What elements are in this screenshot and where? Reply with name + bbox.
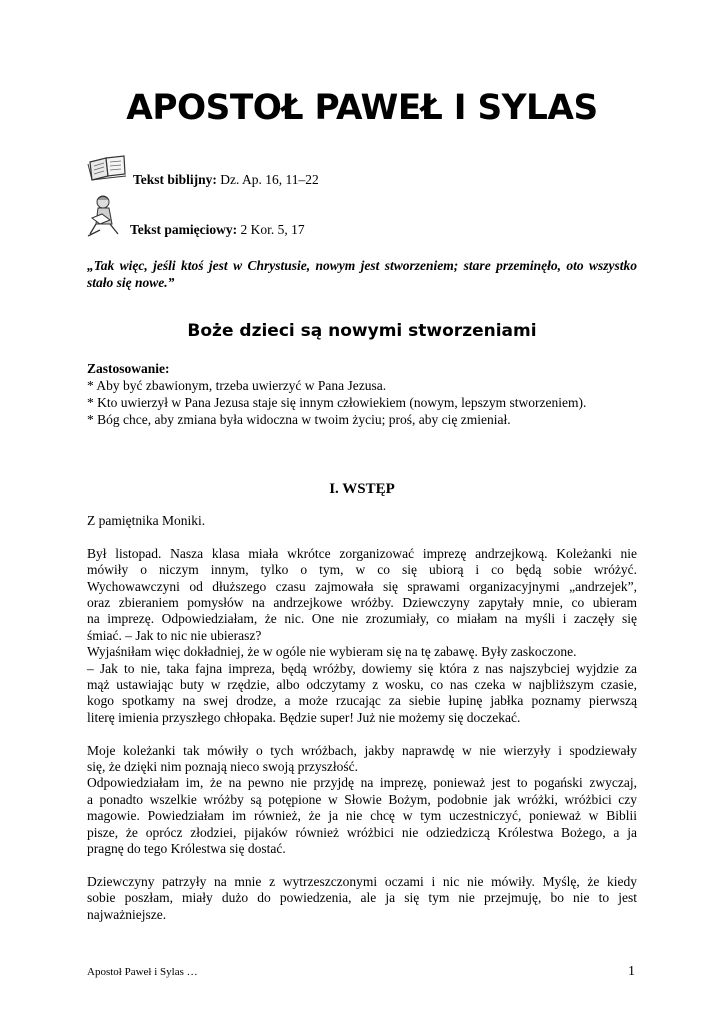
paragraph-3 xyxy=(87,874,637,923)
reading-girl-icon xyxy=(86,194,124,238)
footer-title: Apostoł Paweł i Sylas … xyxy=(87,966,198,978)
application-item: * Bóg chce, aby zmiana była widoczna w twoim życiu; proś, aby cię zmieniał. xyxy=(87,412,511,427)
text-line: kogo spotkamy na swej drodze, a może rzucając za siebie łupinę jabłka poznamy pierwszą xyxy=(87,693,637,709)
paragraph-1 xyxy=(87,546,637,726)
text-line: mówiły o niczym innym, tylko o tym, w co się ubiorą i co będą sobie wróżyć. xyxy=(87,562,637,578)
bible-text-label: Tekst biblijny: xyxy=(133,172,217,187)
memory-text-ref xyxy=(130,222,305,238)
text-line: – Jak to nie, taka fajna impreza, będą wróżby, dowiemy się która z nas najszybciej wyjdzie za xyxy=(87,660,637,676)
application-item: * Kto uwierzył w Pana Jezusa staje się innym człowiekiem (nowym, lepszym stworzeniem). xyxy=(87,395,587,410)
text-line: Wyjaśniłam więc dokładniej, że w ogóle nie wybieram się na tę zabawę. Były zaskoczone. xyxy=(87,644,577,660)
text-line: Wychowawczyni od dłuższego czasu zajmowała się sprawami organizacyjnymi „andrzejek”, xyxy=(87,578,637,594)
lesson-subtitle: Boże dzieci są nowymi stworzeniami xyxy=(187,321,537,341)
text-line: na imprezę. Odpowiedziałam, że nic. One nie zrozumiały, co miałam na myśli i zaczęły się xyxy=(87,611,637,627)
section-heading: I. WSTĘP xyxy=(329,481,395,497)
text-line: się, że dzięki nim poznają nieco swoją przyszłość. xyxy=(87,759,359,775)
memory-text-label: Tekst pamięciowy: xyxy=(130,222,238,237)
text-line: najważniejsze. xyxy=(87,906,167,922)
text-line: Był listopad. Nasza klasa miała wkrótce zorganizować imprezę andrzejkową. Koleżanki nie xyxy=(87,545,637,561)
text-line: oraz zbieraniem pomysłów na andrzejkowe wróżby. Dziewczyny zapytały mnie, co ubieram xyxy=(87,595,637,611)
memory-verse xyxy=(87,257,637,291)
body-text xyxy=(87,513,637,940)
intro-line: Z pamiętnika Moniki. xyxy=(87,513,206,528)
text-line: Dziewczyny patrzyły na mnie z wytrzeszczonymi oczami i nic nie mówiły. Myślę, że kiedy xyxy=(87,873,637,889)
text-line: mąż ustawiając buty w rzędzie, albo odczytamy z wosku, co nas czeka w najbliższym czasie, xyxy=(87,677,637,693)
text-line: pisze, że oprócz złodziei, pijaków również wróżbici nie odziedziczą Królestwa Bożego, a ja xyxy=(87,824,637,840)
application-item: * Aby być zbawionym, trzeba uwierzyć w Pana Jezusa. xyxy=(87,378,387,393)
application-section xyxy=(87,360,647,428)
text-line: magowie. Powiedziałam im również, że ja nie chcę w tym uczestniczyć, ponieważ w Biblii xyxy=(87,808,637,824)
verse-line: „Tak więc, jeśli ktoś jest w Chrystusie, nowym jest stworzeniem; stare przeminęło, oto xyxy=(87,258,584,273)
page-number: 1 xyxy=(628,964,635,979)
application-heading: Zastosowanie: xyxy=(87,361,170,376)
text-line: pragnę do tego Królestwa się dostać. xyxy=(87,841,286,857)
open-book-icon xyxy=(86,152,128,184)
text-line: a ponadto wszelkie wróżby są potępione w Słowie Bożym, podobnie jak wróżki, wróżbici czy xyxy=(87,791,637,807)
text-line: literę imienia przyszłego chłopaka. Będzie super! Już nie możemy się doczekać. xyxy=(87,709,521,725)
bible-text-value: Dz. Ap. 16, 11–22 xyxy=(220,172,319,187)
text-line: śmiać. – Jak to nic nie ubierasz? xyxy=(87,627,262,643)
text-line: Odpowiedziałam im, że na pewno nie przyjdę na imprezę, ponieważ jest to pogański zwyczaj, xyxy=(87,775,637,791)
verse-line: wszystko stało się nowe.” xyxy=(87,258,637,290)
text-line: sobie poszłam, miały dużo do powiedzenia, ale ja się tym nie przejmuję, bo nie to jest xyxy=(87,890,637,906)
bible-text-ref xyxy=(133,172,319,188)
document-title: APOSTOŁ PAWEŁ I SYLAS xyxy=(126,88,598,128)
memory-text-value: 2 Kor. 5, 17 xyxy=(240,222,305,237)
paragraph-2 xyxy=(87,743,637,858)
text-line: Moje koleżanki tak mówiły o tych wróżbach, jakby naprawdę w nie wierzyły i spodziewały xyxy=(87,742,637,758)
